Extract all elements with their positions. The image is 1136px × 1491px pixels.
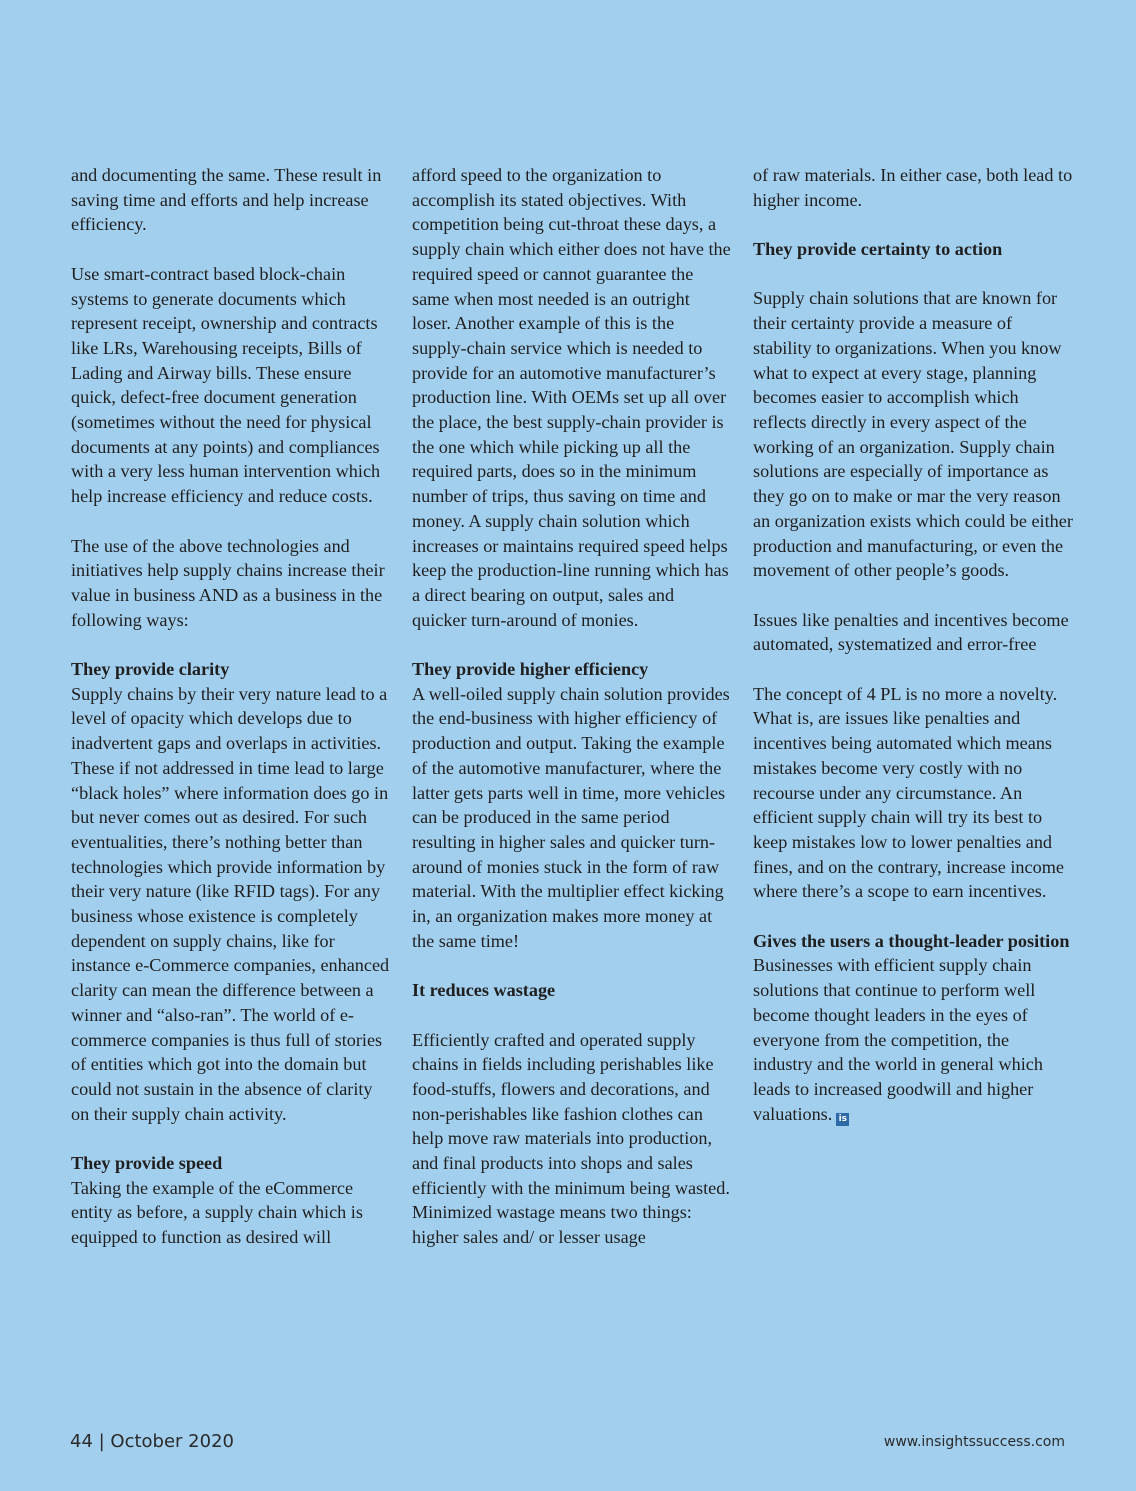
section-heading-text: They provide certainty to action [753, 239, 1003, 260]
body-paragraph [412, 163, 732, 632]
paragraph-text: Use smart-contract based block-chain systems to generate documents which represent receipt, ownership and contracts like LRs, Warehousing receipts, Bills of Lading and Airway bills. These ensure quick, defect-free document generation (sometimes without the need for physical documents at any points) and compliances with a very less human intervention which help increase efficiency and reduce costs. [71, 263, 381, 507]
article-column-3 [753, 163, 1073, 1151]
end-mark-icon: is [836, 1113, 849, 1126]
paragraph-text: and documenting the same. These result in saving time and efforts and help increase efficiency. [71, 165, 382, 235]
section-heading [71, 1151, 391, 1176]
paragraph-text: Supply chains by their very nature lead to a level of opacity which develops due to inadvertent gaps and overlaps in activities. These if not addressed in time lead to large “black holes” where information does go in but never comes out as desired. For such eventualities, there’s nothing better than technologies which provide information by their very nature (like RFID tags). For any business whose existence is completely dependent on supply chains, like for instance e-Commerce companies, enhanced clarity can mean the difference between a winner and “also-ran”. The world of e-commerce companies is thus full of stories of entities which got into the domain but could not sustain in the absence of clarity on their supply chain activity. [71, 683, 390, 1124]
paragraph-text: The use of the above technologies and initiatives help supply chains increase their value in business AND as a business in the following ways: [71, 535, 385, 630]
body-paragraph [753, 608, 1073, 657]
body-paragraph [753, 286, 1073, 582]
body-paragraph [412, 1028, 732, 1250]
paragraph-text: of raw materials. In either case, both lead to higher income. [753, 165, 1073, 210]
paragraph-text: Issues like penalties and incentives become automated, systematized and error-free [753, 609, 1069, 655]
body-paragraph [71, 262, 391, 509]
section-heading [71, 657, 391, 682]
paragraph-text: The concept of 4 PL is no more a novelty. What is, are issues like penalties and incentives being automated which means mistakes become very costly with no recourse under any circumstance. An efficient supply chain will try its best to keep mistakes low to lower penalties and fines, and on the contrary, increase income where there’s a scope to earn incentives. [753, 683, 1064, 902]
section-heading-text: Gives the users a thought-leader position [753, 930, 1070, 951]
website-url: www.insightssuccess.com [883, 1434, 1065, 1450]
body-paragraph [71, 534, 391, 633]
body-paragraph [753, 163, 1073, 212]
section-heading-text: They provide higher efficiency [412, 659, 649, 680]
body-paragraph [71, 1176, 391, 1250]
paragraph-text: Supply chain solutions that are known for their certainty provide a measure of stability to organizations. When you know what to expect at every stage, planning becomes easier to accomplish which reflects directly in every aspect of the working of an organization. Supply chain solutions are especially of importance as they go on to make or mar the very reason an organization exists which could be either production and manufacturing, or even the movement of other people’s goods. [753, 288, 1073, 581]
body-paragraph [753, 953, 1073, 1126]
paragraph-text: Taking the example of the eCommerce entity as before, a supply chain which is equipped to function as desired will [71, 1177, 363, 1248]
section-heading [412, 657, 732, 682]
paragraph-text: Efficiently crafted and operated supply chains in fields including perishables like food-stuffs, flowers and decorations, and non-perishables like fashion clothes can help move raw materials into production, and final products into shops and sales efficiently with the minimum being wasted. Minimized wastage means two things: higher sales and/ or lesser usage [412, 1029, 730, 1248]
section-heading-text: It reduces wastage [412, 980, 556, 1001]
section-heading-text: They provide clarity [71, 659, 230, 680]
section-heading-text: They provide speed [71, 1153, 223, 1174]
paragraph-text: afford speed to the organization to accomplish its stated objectives. With competition being cut-throat these days, a supply chain which either does not have the required speed or cannot guarantee the same when most needed is an outright loser. Another example of this is the supply-chain service which is needed to provide for an automotive manufacturer’s production line. With OEMs set up all over the place, the best supply-chain provider is the one which while picking up all the required parts, does so in the minimum number of trips, thus saving on time and money. A supply chain solution which increases or maintains required speed helps keep the production-line running which has a direct bearing on output, sales and quicker turn-around of monies. [412, 165, 731, 630]
body-paragraph [412, 682, 732, 954]
body-paragraph [71, 682, 391, 1127]
section-heading [412, 978, 732, 1003]
section-heading [753, 929, 1073, 954]
body-paragraph [71, 163, 391, 237]
body-paragraph [753, 682, 1073, 904]
paragraph-text: Businesses with efficient supply chain solutions that continue to perform well become thought leaders in the eyes of everyone from the competition, the industry and the world in general which leads to increased goodwill and higher valuations. [753, 955, 1043, 1124]
article-column-1 [71, 163, 391, 1275]
section-heading [753, 237, 1073, 262]
page-number-date: 44 | October 2020 [70, 1431, 234, 1452]
paragraph-text: A well-oiled supply chain solution provides the end-business with higher efficiency of production and output. Taking the example of the automotive manufacturer, where the latter gets parts well in time, more vehicles can be produced in the same period resulting in higher sales and quicker turn-around of monies stuck in the form of raw material. With the multiplier effect kicking in, an organization makes more money at the same time! [412, 683, 730, 951]
article-column-2 [412, 163, 732, 1275]
